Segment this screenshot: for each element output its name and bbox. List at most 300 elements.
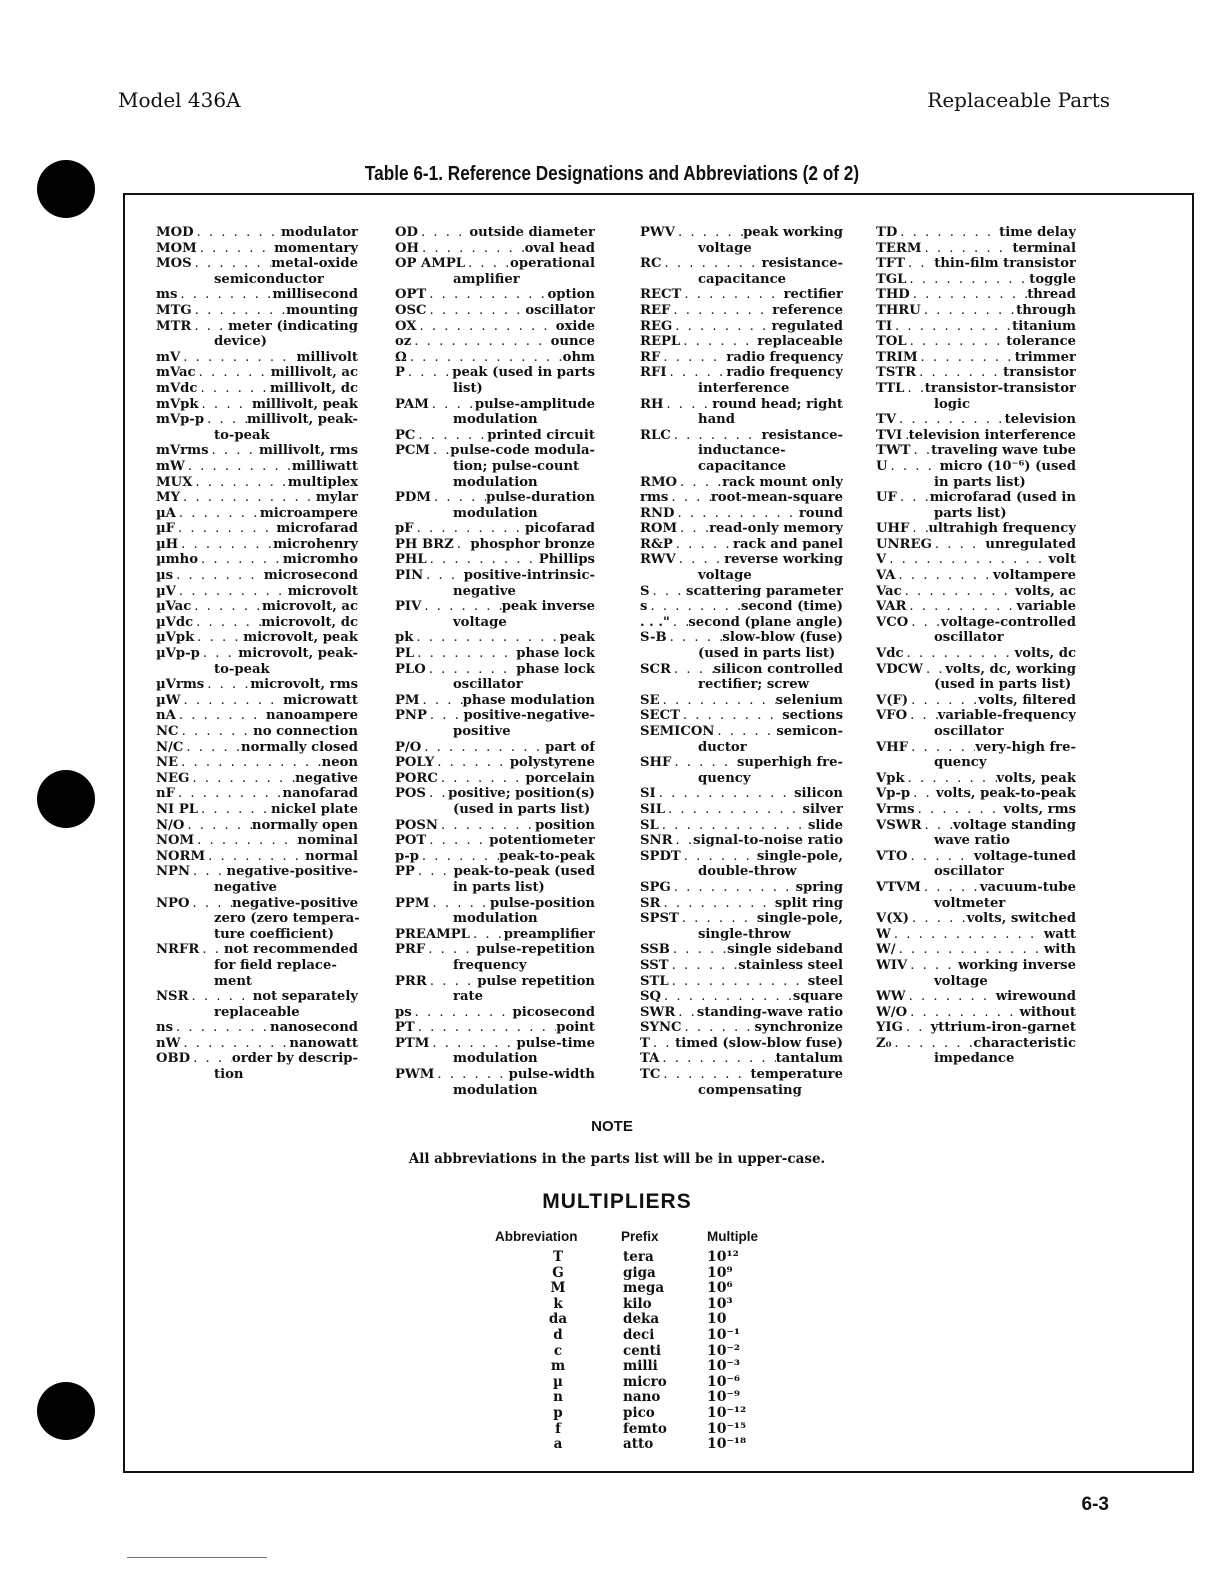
abbrev-meaning-continued: compensating [698,1082,802,1098]
multiplier-prefix: giga [623,1264,656,1281]
abbrev-meaning: volts, dc [1014,646,1076,662]
multiplier-multiple: 10⁶ [707,1280,733,1297]
leader-dots [418,225,469,241]
abbrev-entry [156,459,358,475]
abbrev-code: mW [156,458,185,474]
header-multiple: Multiple [707,1229,758,1244]
abbrev-code: MOM [156,240,197,256]
abbrev-meaning: positive-intrinsic- [463,568,595,584]
abbrev-entry [156,677,358,693]
abbrev-code: RECT [640,287,682,303]
abbrev-code: S-B [640,630,667,646]
abbrev-code: SEMICON [640,724,715,739]
abbrev-code: µA [156,505,176,521]
abbrev-entry [876,225,1076,241]
leader-dots [672,319,771,335]
abbrev-code: TD [876,225,898,240]
abbrev-meaning: pulse-width [508,1067,595,1083]
abbrev-meaning: neon [321,755,358,771]
abbrev-meaning: order by descrip- [231,1051,358,1067]
abbrev-meaning: no connection [253,724,358,739]
leader-dots [907,1005,1019,1021]
leader-dots [427,708,464,724]
abbrev-entry [395,864,595,895]
abbrev-entry [156,350,358,366]
leader-dots [180,693,283,709]
abbrev-meaning-continued: in parts list) [453,879,545,895]
abbrev-code: VAR [876,599,907,615]
abbrev-entry [395,693,595,709]
abbrev-meaning-continued: modulation [453,911,538,927]
abbrev-meaning: mylar [315,490,358,506]
abbrev-code: MTR [156,318,192,334]
abbrev-entry [156,521,358,537]
abbrev-code: NORM [156,848,206,864]
abbrev-entry [156,319,358,350]
leader-dots [192,256,272,272]
multiplier-prefix: milli [623,1358,658,1375]
abbrev-entry [395,1005,595,1021]
abbrev-code: mVp-p [156,412,205,428]
abbrev-meaning: characteristic [973,1035,1076,1051]
abbrev-entry [156,599,358,615]
abbrev-meaning: microwatt [283,692,358,708]
leader-dots [680,334,757,350]
multiplier-row [495,1437,758,1453]
abbrev-meaning: working inverse [957,957,1076,973]
leader-dots [906,599,1016,615]
abbrev-entry [876,942,1076,958]
multiplier-prefix: kilo [623,1295,652,1312]
leader-dots [191,319,228,335]
abbrev-code: MUX [156,474,193,490]
abbrev-meaning: reverse working [724,552,843,568]
abbrev-code: OD [395,225,418,240]
abbrev-meaning: sections [782,708,843,724]
abbrev-entry [156,1036,358,1052]
leader-dots [183,740,241,756]
abbrev-meaning-continued: tion [214,1067,244,1083]
abbrev-code: PNP [395,708,427,724]
abbrev-entry [156,256,358,287]
abbrev-entry [876,662,1076,693]
abbrev-meaning: positive; position(s) [448,786,595,802]
abbrev-code: NSR [156,989,189,1005]
multiplier-prefix: deka [623,1311,660,1328]
abbrev-column-2 [395,225,595,1098]
leader-dots [891,927,1044,943]
abbrev-meaning-continued: replaceable [214,1004,300,1020]
leader-dots [426,833,489,849]
leader-dots [414,521,525,537]
leader-dots [429,397,475,413]
abbrev-meaning-continued: ductor [698,739,747,755]
leader-dots [674,506,798,522]
abbrev-meaning: voltage-controlled [940,614,1076,630]
abbrev-code: Vac [876,583,902,599]
leader-dots [192,303,286,319]
header-prefix: Prefix [621,1229,659,1244]
abbrev-code: PTM [395,1035,430,1051]
abbrev-code: TVI [876,427,903,443]
leader-dots [892,319,1012,335]
abbrev-entry [395,1036,595,1067]
leader-dots [427,552,539,568]
leader-dots [922,818,953,834]
abbrev-entry [876,319,1076,335]
leader-dots [470,927,504,943]
abbrev-meaning: milliwatt [291,458,358,474]
abbrev-meaning: normally closed [241,739,358,755]
abbrev-entry [876,802,1076,818]
abbrev-meaning: single sideband [727,942,843,958]
abbrev-meaning: synchronize [754,1020,843,1036]
leader-dots [194,833,297,849]
leader-dots [180,1036,289,1052]
abbrev-code: TFT [876,256,905,272]
abbrev-code: OBD [156,1051,191,1067]
leader-dots [660,896,774,912]
abbrev-entry [156,942,358,989]
abbrev-entry [395,974,595,1005]
leader-dots [670,303,772,319]
abbrev-entry [640,537,843,553]
multiplier-multiple: 10⁻⁹ [707,1389,741,1406]
abbrev-code: UF [876,490,897,506]
multiplier-prefix: micro [623,1373,667,1390]
abbrev-code: PPM [395,895,430,911]
leader-dots [415,428,487,444]
abbrev-entry [640,1005,843,1021]
abbrev-meaning: slow-blow (fuse) [722,630,843,646]
abbrev-code: YIG [876,1020,903,1036]
abbrev-code: PWM [395,1067,435,1083]
abbrev-code: UHF [876,521,910,537]
abbrev-meaning: point [556,1020,595,1036]
leader-dots [429,896,490,912]
abbrev-meaning-continued: voltage [934,973,988,989]
abbrev-entry [156,365,358,381]
leader-dots [670,615,689,631]
leader-dots [680,708,782,724]
leader-dots [681,287,783,303]
abbrev-entry [876,786,1076,802]
abbrev-meaning: millivolt, ac [270,365,358,381]
abbrev-meaning: microvolt, peak [243,630,358,646]
leader-dots [921,241,1012,257]
leader-dots [419,849,499,865]
leader-dots [199,397,252,413]
abbrev-meaning-continued: list) [453,380,483,396]
note-heading: NOTE [591,1118,633,1135]
abbrev-code: UNREG [876,536,932,552]
abbrev-code: PM [395,692,420,708]
abbrev-meaning: silicon controlled [713,661,843,677]
abbrev-meaning: microvolt, ac [261,599,358,615]
abbrev-entry [876,927,1076,943]
abbrev-meaning: momentary [274,240,358,256]
multiplier-abbreviation: µ [553,1373,563,1390]
abbrev-entry [395,818,595,834]
abbrev-code: TSTR [876,365,917,381]
abbrev-meaning-continued: voltage [453,614,507,630]
multiplier-multiple: 10⁻⁶ [707,1373,741,1390]
abbrev-code: RMO [640,474,678,490]
abbrev-entry [156,771,358,787]
abbrev-meaning: not recommended [224,942,358,958]
abbrev-entry [395,740,595,756]
leader-dots [209,443,259,459]
leader-dots [175,786,283,802]
abbrev-meaning: microhenry [273,536,358,552]
abbrev-code: PIV [395,599,422,615]
leader-dots [907,958,958,974]
leader-dots [918,350,1015,366]
leader-dots [682,1020,755,1036]
abbrev-code: OX [395,318,417,334]
abbrev-code: VFO [876,708,908,724]
abbrev-meaning: ohm [562,349,595,365]
abbrev-code: PIN [395,568,424,584]
leader-dots [903,646,1014,662]
abbrev-code: mVpk [156,396,199,412]
abbrev-entry [395,225,595,241]
abbrev-entry [640,662,843,693]
abbrev-entry [876,256,1076,272]
abbrev-code: µmho [156,552,198,568]
abbrev-code: OSC [395,302,427,318]
abbrev-entry [395,786,595,817]
leader-dots [180,490,316,506]
abbrev-code: OP AMPL [395,256,466,272]
abbrev-meaning-continued: modulation [453,474,538,490]
abbrev-entry [395,927,595,943]
abbrev-meaning-continued: interference [698,380,790,396]
abbrev-code: nF [156,786,175,802]
abbrev-entry [640,630,843,661]
leader-dots [667,630,723,646]
abbrev-meaning-continued: impedance [934,1051,1015,1067]
abbrev-code: PRF [395,942,426,958]
abbrev-meaning: without [1019,1004,1076,1020]
leader-dots [891,1036,973,1052]
multiplier-prefix: pico [623,1404,655,1421]
abbrev-meaning-continued: tion; pulse-count [453,458,580,474]
abbrev-meaning: reference [772,302,843,318]
abbrev-code: µF [156,521,176,537]
leader-dots [185,459,292,475]
abbrev-entry [876,459,1076,490]
abbrev-meaning: volts, switched [966,911,1076,927]
abbrev-column-4 [876,225,1076,1067]
abbrev-code: POLY [395,755,435,771]
abbrev-entry [876,708,1076,739]
abbrev-meaning: read-only memory [709,521,843,537]
abbrev-entry [395,256,595,287]
abbrev-code: TERM [876,240,922,256]
abbrev-code: µVpk [156,630,195,646]
abbrev-code: RFI [640,365,667,381]
leader-dots [681,849,757,865]
abbrev-entry [395,942,595,973]
abbrev-entry [640,1067,843,1098]
abbrev-entry [876,880,1076,911]
abbrev-meaning: nickel plate [270,801,358,817]
abbrev-entry [876,911,1076,927]
leader-dots [173,1020,270,1036]
leader-dots [431,490,486,506]
abbrev-code: TI [876,318,892,334]
abbrev-entry [640,942,843,958]
leader-dots [671,428,762,444]
leader-dots [411,334,550,350]
leader-dots [190,864,227,880]
abbrev-code: WIV [876,957,908,973]
abbrev-meaning: millisecond [272,287,358,303]
abbrev-meaning: watt [1043,926,1076,942]
abbrev-entry [156,864,358,895]
multiplier-abbreviation: f [555,1420,561,1437]
abbrev-code: NOM [156,833,195,849]
abbrev-entry [156,1051,358,1082]
abbrev-code: TRIM [876,349,918,365]
abbrev-entry [876,849,1076,880]
abbrev-meaning: root-mean-square [710,490,843,506]
abbrev-meaning: with [1043,942,1076,958]
abbrev-meaning: selenium [775,692,843,708]
abbrev-meaning-continued: device) [214,334,267,350]
abbrev-entry [156,724,358,740]
abbrev-code: W/O [876,1004,908,1020]
leader-dots [897,490,930,506]
header-abbreviation: Abbreviation [495,1229,578,1244]
abbrev-meaning-continued: rate [453,989,483,1005]
abbrev-entry [395,755,595,771]
abbrev-code: ms [156,287,178,303]
abbrev-meaning: scattering parameter [686,583,843,599]
abbrev-meaning: millivolt, rms [258,443,358,459]
leader-dots [421,740,545,756]
abbrev-code: MOD [156,225,194,240]
abbrev-code: SSB [640,942,670,958]
abbrev-code: PL [395,646,415,662]
abbrev-code: PAM [395,396,429,412]
abbrev-code: s [640,599,648,615]
abbrev-meaning: microvolt, rms [250,677,358,693]
abbrev-entry [395,397,595,428]
leader-dots [176,708,266,724]
binder-hole-bottom [37,1382,95,1440]
abbrev-code: PC [395,427,416,443]
leader-dots [673,833,694,849]
abbrev-meaning: normal [305,848,358,864]
leader-dots [659,1051,775,1067]
multiplier-multiple: 10¹² [707,1249,739,1265]
abbrev-code: TA [640,1051,660,1067]
abbrev-entry [156,584,358,600]
abbrev-code: SQ [640,989,662,1005]
abbrev-meaning: timed (slow-blow fuse) [675,1035,843,1051]
abbrev-code: WW [876,989,906,1005]
abbrev-code: THD [876,287,910,303]
abbrev-meaning: time delay [999,225,1076,240]
abbrev-meaning: volts, peak [996,770,1076,786]
abbrev-code: SPDT [640,848,681,864]
abbrev-meaning: terminal [1012,240,1076,256]
leader-dots [189,989,253,1005]
multiplier-prefix: mega [623,1280,665,1297]
abbrev-meaning: negative-positive [232,895,358,911]
leader-dots [191,599,262,615]
abbrev-meaning: transistor-transistor [924,380,1076,396]
abbrev-code: RH [640,396,664,412]
abbrev-entry [640,287,843,303]
abbrev-meaning-continued: oscillator [453,677,523,693]
abbrev-entry [156,693,358,709]
leader-dots [415,864,454,880]
abbrev-code: mVdc [156,380,198,396]
abbrev-entry [640,802,843,818]
leader-dots [198,552,283,568]
leader-dots [888,459,940,475]
multiplier-abbreviation: m [550,1358,566,1375]
abbrev-code: P [395,365,405,381]
abbrev-code: SR [640,895,661,911]
leader-dots [438,771,526,787]
leader-dots [178,537,273,553]
leader-dots [896,942,1044,958]
abbrev-meaning: microsecond [263,568,358,584]
abbrev-code: µs [156,568,174,584]
abbrev-entry [876,412,1076,428]
abbrev-meaning: trimmer [1014,349,1076,365]
abbrev-code: SECT [640,708,680,724]
abbrev-meaning-continued: capacitance [698,458,787,474]
leader-dots [659,818,808,834]
abbrev-meaning: second (time) [741,599,843,615]
leader-dots [419,241,525,257]
abbrev-code: RC [640,256,662,272]
abbrev-entry [395,708,595,739]
leader-dots [910,786,936,802]
abbrev-meaning-continued: oscillator [934,630,1004,646]
abbrev-entry [876,521,1076,537]
abbrev-meaning: square [792,989,843,1005]
leader-dots [677,475,722,491]
multiplier-prefix: deci [623,1326,655,1343]
leader-dots [909,911,967,927]
abbrev-entry [640,584,843,600]
abbrev-meaning: regulated [771,318,843,334]
abbrev-entry [640,989,843,1005]
abbrev-meaning: television [1004,412,1076,428]
abbrev-entry [395,319,595,335]
abbrev-meaning: temperature [750,1067,843,1083]
leader-dots [669,974,808,990]
abbrev-meaning-continued: logic [934,396,971,412]
leader-dots [176,506,260,522]
abbrev-entry [876,303,1076,319]
abbrev-code: S [640,583,650,599]
abbrev-meaning: pulse-repetition [476,942,595,958]
abbrev-entry [876,350,1076,366]
multiplier-row [495,1266,758,1282]
abbrev-meaning: split ring [774,895,843,911]
abbrev-meaning-continued: to-peak [214,661,270,677]
leader-dots [198,802,271,818]
abbrev-code: SPG [640,879,671,895]
abbrev-entry [395,552,595,568]
